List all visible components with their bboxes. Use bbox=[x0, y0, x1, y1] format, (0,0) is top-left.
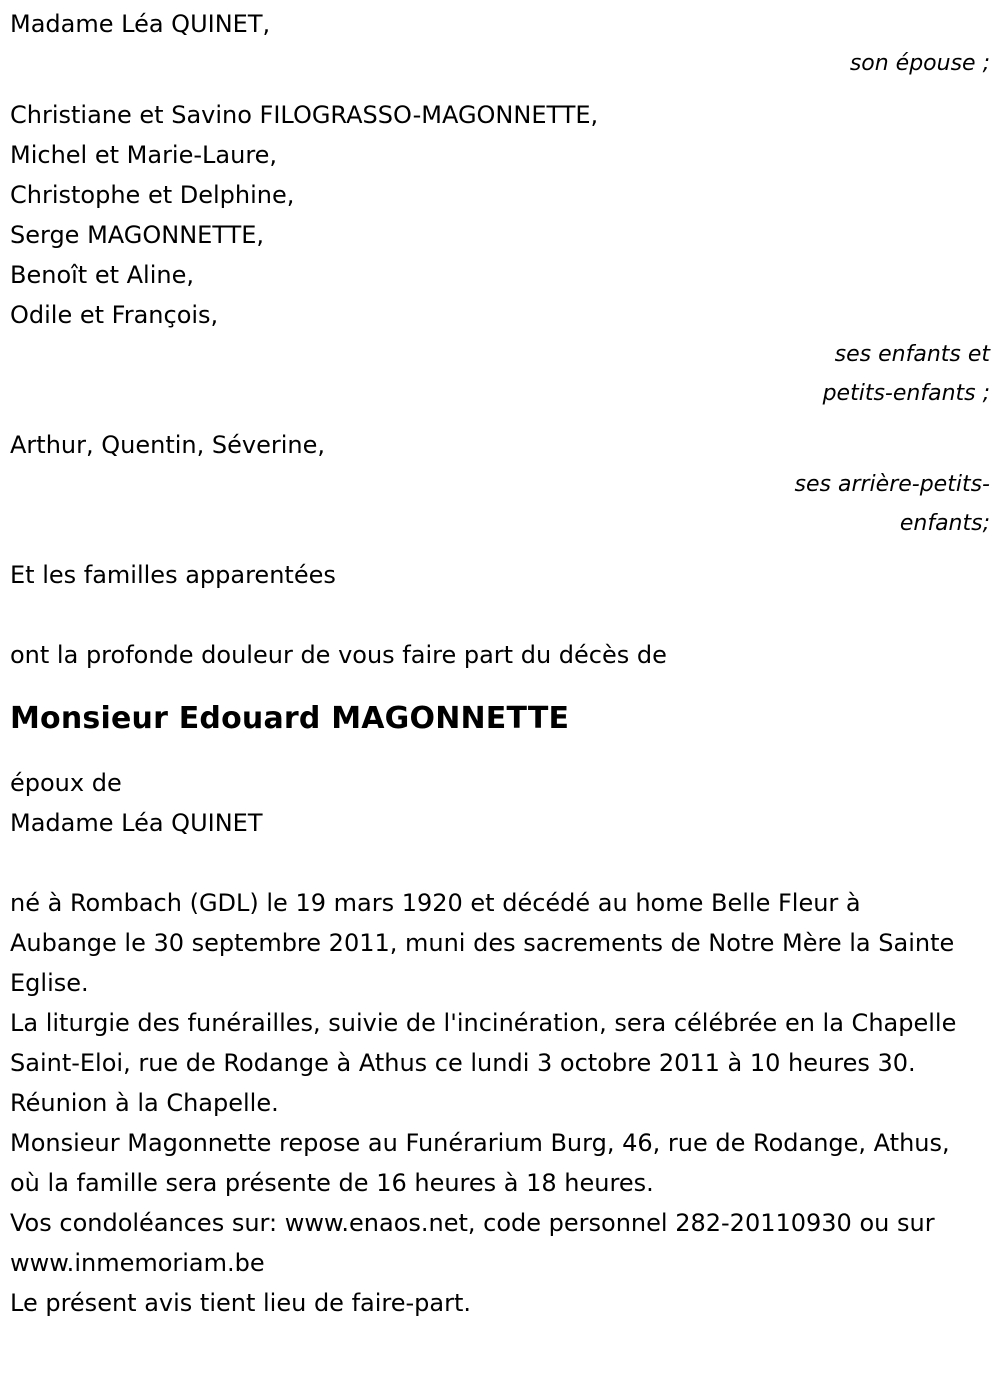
spacer bbox=[10, 843, 990, 883]
spacer bbox=[10, 413, 990, 425]
children-relation-label bbox=[10, 335, 990, 413]
child-name: Christophe et Delphine, bbox=[10, 181, 295, 209]
child-name: Christiane et Savino FILOGRASSO-MAGONNETTE, bbox=[10, 101, 599, 129]
spacer bbox=[10, 83, 990, 95]
notice-content bbox=[10, 4, 990, 1323]
spacer bbox=[10, 595, 990, 635]
child-name: Michel et Marie-Laure, bbox=[10, 141, 278, 169]
closing-paragraph: Le présent avis tient lieu de faire-part. bbox=[10, 1289, 472, 1317]
children-relation-line-2: petits-enfants ; bbox=[822, 381, 990, 406]
child-name: Odile et François, bbox=[10, 301, 219, 329]
spouse-block bbox=[10, 4, 990, 83]
spacer bbox=[10, 675, 990, 699]
children-block bbox=[10, 95, 990, 413]
gathering-paragraph: Réunion à la Chapelle. bbox=[10, 1089, 279, 1117]
spacer bbox=[10, 739, 990, 763]
children-relation-line-1: ses enfants et bbox=[834, 342, 990, 367]
visitation-paragraph: Monsieur Magonnette repose au Funérarium Burg, 46, rue de Rodange, Athus, où la famille sera présente de 16 heures à 18 heures. bbox=[10, 1129, 950, 1197]
great-grandchildren-relation-label bbox=[10, 465, 990, 543]
spouse-relation-label: son épouse ; bbox=[849, 51, 990, 76]
related-families-line: Et les familles apparentées bbox=[10, 561, 336, 589]
announcement-lead-in: ont la profonde douleur de vous faire part du décès de bbox=[10, 641, 667, 669]
child-name: Benoît et Aline, bbox=[10, 261, 194, 289]
great-grandchildren-block bbox=[10, 425, 990, 543]
child-name: Serge MAGONNETTE, bbox=[10, 221, 265, 249]
spacer bbox=[10, 543, 990, 555]
condolences-paragraph: Vos condoléances sur: www.enaos.net, code personnel 282-20110930 ou sur www.inmemoriam.be bbox=[10, 1209, 935, 1277]
birth-death-paragraph: né à Rombach (GDL) le 19 mars 1920 et décédé au home Belle Fleur à Aubange le 30 septembre 2011, muni des sacrements de Notre Mère la Sainte Eglise. bbox=[10, 889, 955, 997]
deceased-name-heading: Monsieur Edouard MAGONNETTE bbox=[10, 701, 570, 736]
liturgy-paragraph: La liturgie des funérailles, suivie de l'incinération, sera célébrée en la Chapelle Saint-Eloi, rue de Rodange à Athus ce lundi 3 octobre 2011 à 10 heures 30. bbox=[10, 1009, 957, 1077]
spouse-of-name-line: Madame Léa QUINET bbox=[10, 809, 263, 837]
spouse-prefix-line: époux de bbox=[10, 769, 122, 797]
great-grandchild-name: Arthur, Quentin, Séverine, bbox=[10, 431, 325, 459]
spouse-name: Madame Léa QUINET, bbox=[10, 10, 271, 38]
great-grandchildren-relation-line-1: ses arrière-petits- bbox=[794, 472, 990, 497]
great-grandchildren-relation-line-2: enfants; bbox=[899, 511, 990, 536]
